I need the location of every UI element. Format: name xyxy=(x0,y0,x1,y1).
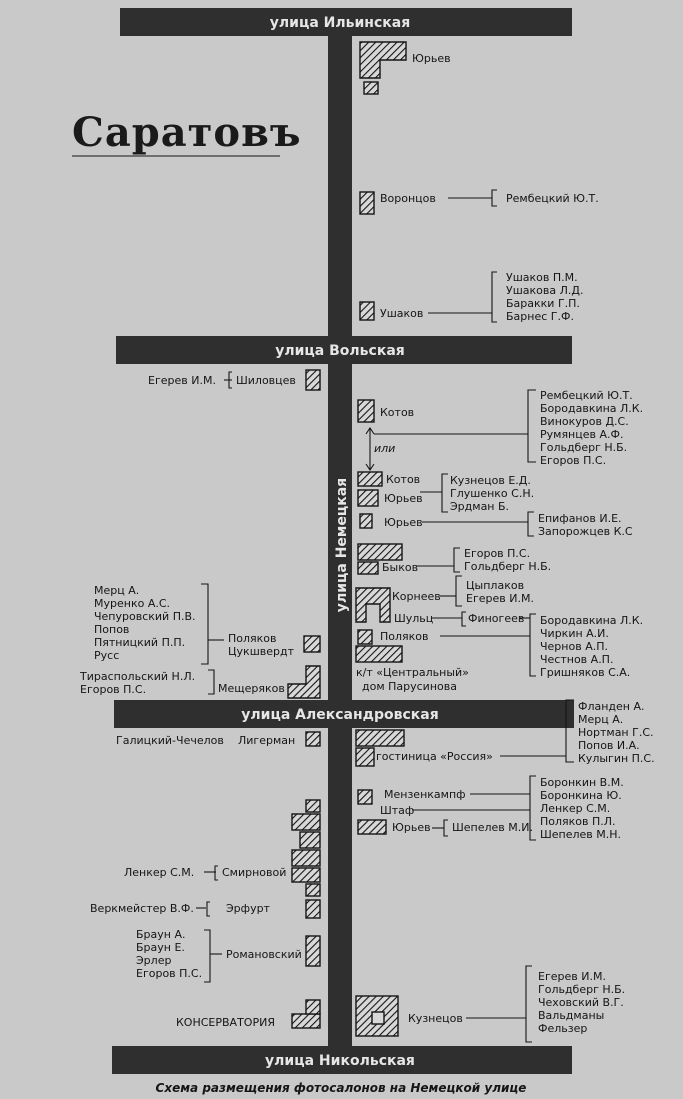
name-finogeev: Финогеев xyxy=(468,612,525,625)
label-meshcheriakov: Мещеряков xyxy=(218,682,285,695)
label-smirnova: Смирновой xyxy=(222,866,287,879)
name-poliakov-pl: Поляков П.Л. xyxy=(540,815,616,828)
name-tsyplakov: Цыплаков xyxy=(466,579,525,592)
street-volskaya-label: улица Вольская xyxy=(275,343,405,359)
building-smirnova-cluster xyxy=(292,800,320,896)
bracket-kotov-group xyxy=(528,390,536,462)
label-ili: или xyxy=(374,442,396,455)
street-ilinskaya-label: улица Ильинская xyxy=(269,15,411,31)
name-lenker-1: Ленкер С.М. xyxy=(540,802,611,815)
building-ligerman xyxy=(306,732,320,746)
name-egerev-1: Егерев И.М. xyxy=(148,374,216,387)
building-meshcheriakov xyxy=(288,666,320,698)
name-egorov-3: Егоров П.С. xyxy=(136,967,203,980)
bracket-finogeev xyxy=(462,612,466,626)
building-poliakov-tsukshverdt xyxy=(304,636,320,652)
building-conservatory xyxy=(292,1000,320,1028)
name-flanden: Фланден А. xyxy=(578,700,645,713)
street-nikolskaya-label: улица Никольская xyxy=(265,1053,415,1069)
street-nemetskaya-label: улица Немецкая xyxy=(334,477,350,613)
name-shepelev-mi: Шепелев М.И. xyxy=(452,821,533,834)
name-rembetsky-2: Рембецкий Ю.Т. xyxy=(540,389,633,402)
name-egerev-3: Егерев И.М. xyxy=(538,970,606,983)
building-poliakov-right xyxy=(358,630,372,644)
name-borodavkina-2: Бородавкина Л.К. xyxy=(540,614,644,627)
building-kuznetsov xyxy=(356,996,398,1036)
bracket-korneev-group xyxy=(456,576,462,606)
name-vinokurov: Винокуров Д.С. xyxy=(540,415,629,428)
name-glushenko: Глушенко С.Н. xyxy=(450,487,535,500)
bracket-mesch xyxy=(208,670,214,694)
map-title: Саратовъ xyxy=(72,109,302,156)
bracket-verkmeister xyxy=(207,902,210,916)
building-ushakov xyxy=(360,302,374,320)
name-merts-2: Мерц А. xyxy=(578,713,624,726)
name-galitsky: Галицкий-Чечелов xyxy=(116,734,224,747)
label-kuznetsov: Кузнецов xyxy=(408,1012,463,1025)
building-central xyxy=(356,646,402,662)
label-ushakov: Ушаков xyxy=(380,307,424,320)
label-shilovtsev: Шиловцев xyxy=(236,374,296,387)
label-tsukshverdt: Цукшвердт xyxy=(228,645,295,658)
name-felzer: Фельзер xyxy=(538,1022,588,1035)
name-braun-a: Браун А. xyxy=(136,928,186,941)
name-rumyantsev: Румянцев А.Ф. xyxy=(540,428,624,441)
label-bykov: Быков xyxy=(382,561,419,574)
bracket-romanovsky-group xyxy=(204,930,210,982)
name-boronkin: Боронкин В.М. xyxy=(540,776,624,789)
name-barakki: Баракки Г.П. xyxy=(506,297,580,310)
label-erfurt: Эрфурт xyxy=(226,902,270,915)
building-bykov xyxy=(358,544,402,560)
name-verkmeister: Веркмейстер В.Ф. xyxy=(90,902,194,915)
name-merts-1: Мерц А. xyxy=(94,584,140,597)
building-bykov-b xyxy=(358,562,378,574)
bracket-left-group xyxy=(201,584,208,664)
building-romanovsky xyxy=(306,936,320,966)
building-kotov-2 xyxy=(358,472,382,486)
label-romanovsky: Романовский xyxy=(226,948,302,961)
bracket-shepelev xyxy=(444,820,448,836)
name-chekhovsky: Чеховский В.Г. xyxy=(538,996,624,1009)
label-central-1: к/т «Центральный» xyxy=(356,666,469,679)
label-vorontsov: Воронцов xyxy=(380,192,436,205)
label-conservatory: КОНСЕРВАТОРИЯ xyxy=(176,1016,275,1029)
name-popov-1: Попов xyxy=(94,623,130,636)
label-shtaf: Штаф xyxy=(380,804,415,817)
label-yurev-1: Юрьев xyxy=(412,52,451,65)
name-murenko: Муренко А.С. xyxy=(94,597,171,610)
label-kotov-2: Котов xyxy=(386,473,421,486)
label-menzenkampf: Мензенкампф xyxy=(384,788,466,801)
label-yurev-4: Юрьев xyxy=(392,821,431,834)
name-goldberg-3: Гольдберг Н.Б. xyxy=(538,983,626,996)
name-egorov-mesch: Егоров П.С. xyxy=(80,683,147,696)
bracket-kuznetsov-group xyxy=(526,966,532,1042)
name-kuznetsov-ed: Кузнецов Е.Д. xyxy=(450,474,531,487)
label-ligerman: Лигерман xyxy=(238,734,296,747)
building-menzenkampf xyxy=(358,790,372,804)
bracket-bykov-group xyxy=(454,548,460,572)
building-erfurt xyxy=(306,900,320,918)
name-borodavkina-1: Бородавкина Л.К. xyxy=(540,402,644,415)
bracket-yurev3-group xyxy=(528,512,534,536)
name-shepelev-mn: Шепелев М.Н. xyxy=(540,828,622,841)
name-rembetsky-1: Рембецкий Ю.Т. xyxy=(506,192,599,205)
bracket-vorontsov xyxy=(492,190,497,206)
name-popov-2: Попов И.А. xyxy=(578,739,640,752)
name-erler: Эрлер xyxy=(136,954,172,967)
name-valdmany: Вальдманы xyxy=(538,1009,605,1022)
label-korneev: Корнеев xyxy=(392,590,441,603)
name-goldberg-2: Гольдберг Н.Б. xyxy=(464,560,552,573)
bracket-poliakov-group xyxy=(530,614,536,676)
name-egorov-1: Егоров П.С. xyxy=(540,454,607,467)
name-nortman: Нортман Г.С. xyxy=(578,726,654,739)
name-chepurovsky: Чепуровский П.В. xyxy=(94,610,196,623)
name-grishnyakov: Гришняков С.А. xyxy=(540,666,631,679)
building-shilovtsev xyxy=(306,370,320,390)
name-chernov: Чернов А.П. xyxy=(540,640,608,653)
building-yurev-3 xyxy=(360,514,372,528)
name-goldberg-1: Гольдберг Н.Б. xyxy=(540,441,628,454)
name-ushakova-ld: Ушакова Л.Д. xyxy=(506,284,584,297)
name-boronkina: Боронкина Ю. xyxy=(540,789,622,802)
building-yurev-4 xyxy=(358,820,386,834)
label-kotov-1: Котов xyxy=(380,406,415,419)
building-yurev-2 xyxy=(358,490,378,506)
name-ushakov-pm: Ушаков П.М. xyxy=(506,271,578,284)
label-shults: Шульц xyxy=(394,612,434,625)
bracket-ushakov xyxy=(492,272,497,322)
name-pyatnitsky: Пятницкий П.П. xyxy=(94,636,186,649)
bracket-lenker xyxy=(215,866,218,880)
label-central-2: дом Парусинова xyxy=(362,680,457,693)
building-vorontsov xyxy=(360,192,374,214)
name-chestnov: Честнов А.П. xyxy=(540,653,614,666)
name-barnes: Барнес Г.Ф. xyxy=(506,310,574,323)
name-zaporozhtsev: Запорожцев К.С xyxy=(538,525,633,538)
label-yurev-3: Юрьев xyxy=(384,516,423,529)
name-erdman: Эрдман Б. xyxy=(450,500,510,513)
name-egerev-2: Егерев И.М. xyxy=(466,592,534,605)
building-kotov-1 xyxy=(358,400,374,422)
label-poliakov-right: Поляков xyxy=(380,630,429,643)
label-rossiya: гостиница «Россия» xyxy=(376,750,493,763)
figure-caption: Схема размещения фотосалонов на Немецкой улице xyxy=(155,1081,527,1095)
name-russ: Русс xyxy=(94,649,120,662)
building-yurev-1 xyxy=(360,42,406,94)
building-korneev xyxy=(356,588,390,622)
label-poliakov-left: Поляков xyxy=(228,632,277,645)
name-chirkin: Чиркин А.И. xyxy=(540,627,609,640)
name-lenker-2: Ленкер С.М. xyxy=(124,866,195,879)
name-epifanov: Епифанов И.Е. xyxy=(538,512,622,525)
street-aleksandrovskaya-label: улица Александровская xyxy=(241,707,439,723)
name-kulygin: Кулыгин П.С. xyxy=(578,752,655,765)
name-braun-e: Браун Е. xyxy=(136,941,185,954)
name-egorov-2: Егоров П.С. xyxy=(464,547,531,560)
name-tiraspolsky: Тираспольский Н.Л. xyxy=(80,670,196,683)
bracket-kotov2-group xyxy=(442,474,448,512)
label-yurev-2: Юрьев xyxy=(384,492,423,505)
